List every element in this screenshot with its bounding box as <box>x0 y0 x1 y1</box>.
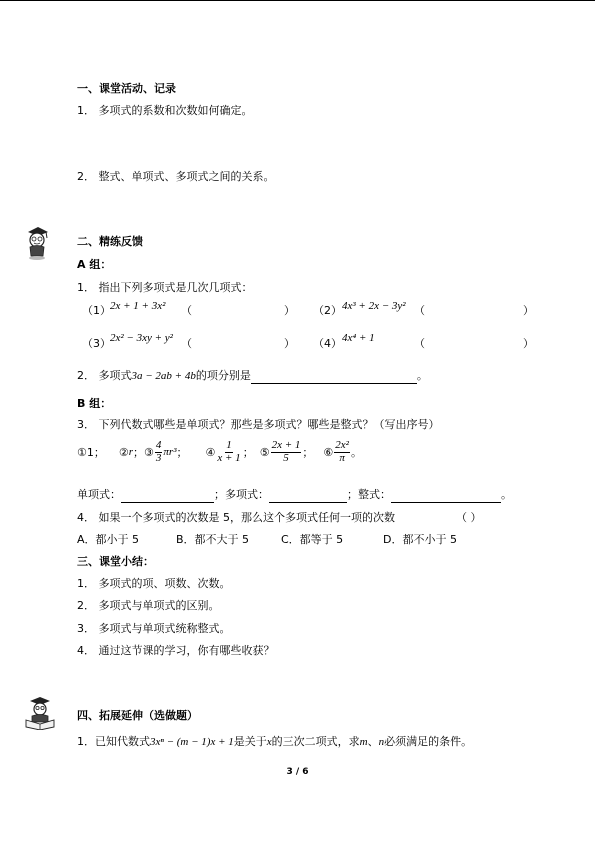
sec4-q1-sep: 、 <box>367 735 379 748</box>
integral-blank[interactable] <box>391 489 501 503</box>
group-a-label: A 组： <box>77 258 112 271</box>
q2-mid: 的项分别是 <box>195 369 251 382</box>
answer-end: 。 <box>501 488 512 501</box>
section1-heading: 一、课堂活动、记录 <box>77 82 176 95</box>
option-6-denominator: π <box>339 451 345 464</box>
option-4-numerator: 1 <box>226 439 232 451</box>
mono-label: 单项式： <box>77 488 121 501</box>
option-5-numerator: 2x + 1 <box>271 439 301 451</box>
item-1-paren-open: （ <box>181 304 192 317</box>
item-1-expression: 2x + 1 + 3x² <box>110 300 166 312</box>
sec4-q1-expression: 3xⁿ − (m − 1)x + 1 <box>150 736 234 748</box>
q2-end: 。 <box>416 369 428 382</box>
item-1-number: （1） <box>82 304 111 317</box>
item-4-paren-close: ） <box>523 337 534 350</box>
integral-label: ；整式： <box>347 488 391 501</box>
item-3-expression: 2x² − 3xy + y² <box>110 332 173 344</box>
section3-heading: 三、课堂小结： <box>77 555 154 568</box>
reading-cartoon-icon <box>22 696 58 730</box>
sec4-q1-end: 必须满足的条件。 <box>384 735 473 748</box>
option-3-label: ③ <box>144 445 154 459</box>
sec4-question-1 <box>77 733 472 749</box>
sec2-question-2 <box>77 367 428 384</box>
sec1-question-1: 1． 多项式的系数和次数如何确定。 <box>77 104 253 117</box>
option-3-sep: ； <box>176 446 188 460</box>
option-6-end: 。 <box>350 446 362 460</box>
item-2-paren-open: （ <box>414 304 425 317</box>
q2-expression: 3a − 2ab + 4b <box>131 370 196 382</box>
section2-heading: 二、精练反馈 <box>77 235 143 248</box>
sec1-question-2: 2． 整式、单项式、多项式之间的关系。 <box>77 170 275 183</box>
q2-prefix: 2． 多项式 <box>77 369 132 382</box>
option-6-fraction <box>334 440 350 464</box>
mono-blank[interactable] <box>121 489 214 503</box>
option-2-label: ② <box>118 445 129 459</box>
item-4-paren-open: （ <box>414 337 425 350</box>
sec4-q1-n: n <box>378 736 385 748</box>
sec4-q1-prefix: 1．已知代数式 <box>77 735 150 748</box>
q4-choice-a: A．都小于 5 <box>77 533 140 546</box>
q4-choice-c: C．都等于 5 <box>281 533 344 546</box>
option-3-numerator: 4 <box>155 439 162 451</box>
q4-choice-d: D．都不小于 5 <box>383 533 457 546</box>
option-3-denominator: 3 <box>155 451 162 464</box>
item-2-expression: 4x³ + 2x − 3y² <box>342 300 406 312</box>
item-3-paren-open: （ <box>181 337 192 350</box>
option-2-sep: ； <box>133 446 145 460</box>
sec4-q1-var: x <box>266 736 272 748</box>
option-2-var: r <box>128 446 134 459</box>
q3-answer-line <box>77 486 512 503</box>
option-6-numerator: 2x² <box>335 439 349 451</box>
option-3-rest: πr³ <box>163 446 177 459</box>
item-4-expression: 4x⁴ + 1 <box>342 332 375 344</box>
sec4-q1-m: m <box>359 736 368 748</box>
sec4-q1-mid2: 的三次二项式，求 <box>271 735 360 748</box>
q4-choice-b: B．都不大于 5 <box>176 533 250 546</box>
sec2-question-3: 3． 下列代数式哪些是单项式？那些是多项式？哪些是整式？（写出序号） <box>77 418 440 431</box>
option-5-fraction <box>271 440 302 464</box>
sec2-question-1: 1． 指出下列多项式是几次几项式： <box>77 281 253 294</box>
sec4-q1-mid: 是关于 <box>233 735 267 748</box>
option-1: ①1； <box>77 446 105 460</box>
option-3-fraction <box>155 440 163 464</box>
page-number: 3 / 6 <box>286 767 309 777</box>
option-5-sep: ； <box>302 446 314 460</box>
item-2-paren-close: ） <box>523 304 534 317</box>
poly-label: ；多项式： <box>214 488 269 501</box>
group-b-label: B 组： <box>77 397 112 410</box>
item-4-number: （4） <box>313 337 342 350</box>
teacher-cartoon-icon <box>22 226 50 260</box>
summary-item-3: 3． 多项式与单项式统称整式。 <box>77 622 231 635</box>
summary-item-2: 2． 多项式与单项式的区别。 <box>77 599 220 612</box>
option-6-label: ⑥ <box>323 445 334 459</box>
q4-answer-paren: （ ） <box>456 511 482 524</box>
option-5-denominator: 5 <box>283 451 289 464</box>
option-4-denominator: x + 1 <box>217 451 241 464</box>
poly-blank[interactable] <box>269 489 347 503</box>
item-2-number: （2） <box>313 304 342 317</box>
option-4-sep: ； <box>242 446 254 460</box>
option-5-label: ⑤ <box>259 445 270 459</box>
item-3-number: （3） <box>82 337 111 350</box>
section4-heading: 四、拓展延伸（选做题） <box>77 709 198 722</box>
top-rule <box>0 0 595 1</box>
sec2-question-4: 4． 如果一个多项式的次数是 5，那么这个多项式任何一项的次数 <box>77 511 395 524</box>
option-4-fraction <box>216 440 241 464</box>
summary-item-1: 1． 多项式的项、项数、次数。 <box>77 577 231 590</box>
item-1-paren-close: ） <box>284 304 295 317</box>
option-4-label: ④ <box>205 445 216 459</box>
item-3-paren-close: ） <box>284 337 295 350</box>
q2-answer-blank[interactable] <box>251 370 417 384</box>
summary-item-4: 4． 通过这节课的学习，你有哪些收获？ <box>77 644 275 657</box>
q3-options <box>77 440 362 464</box>
